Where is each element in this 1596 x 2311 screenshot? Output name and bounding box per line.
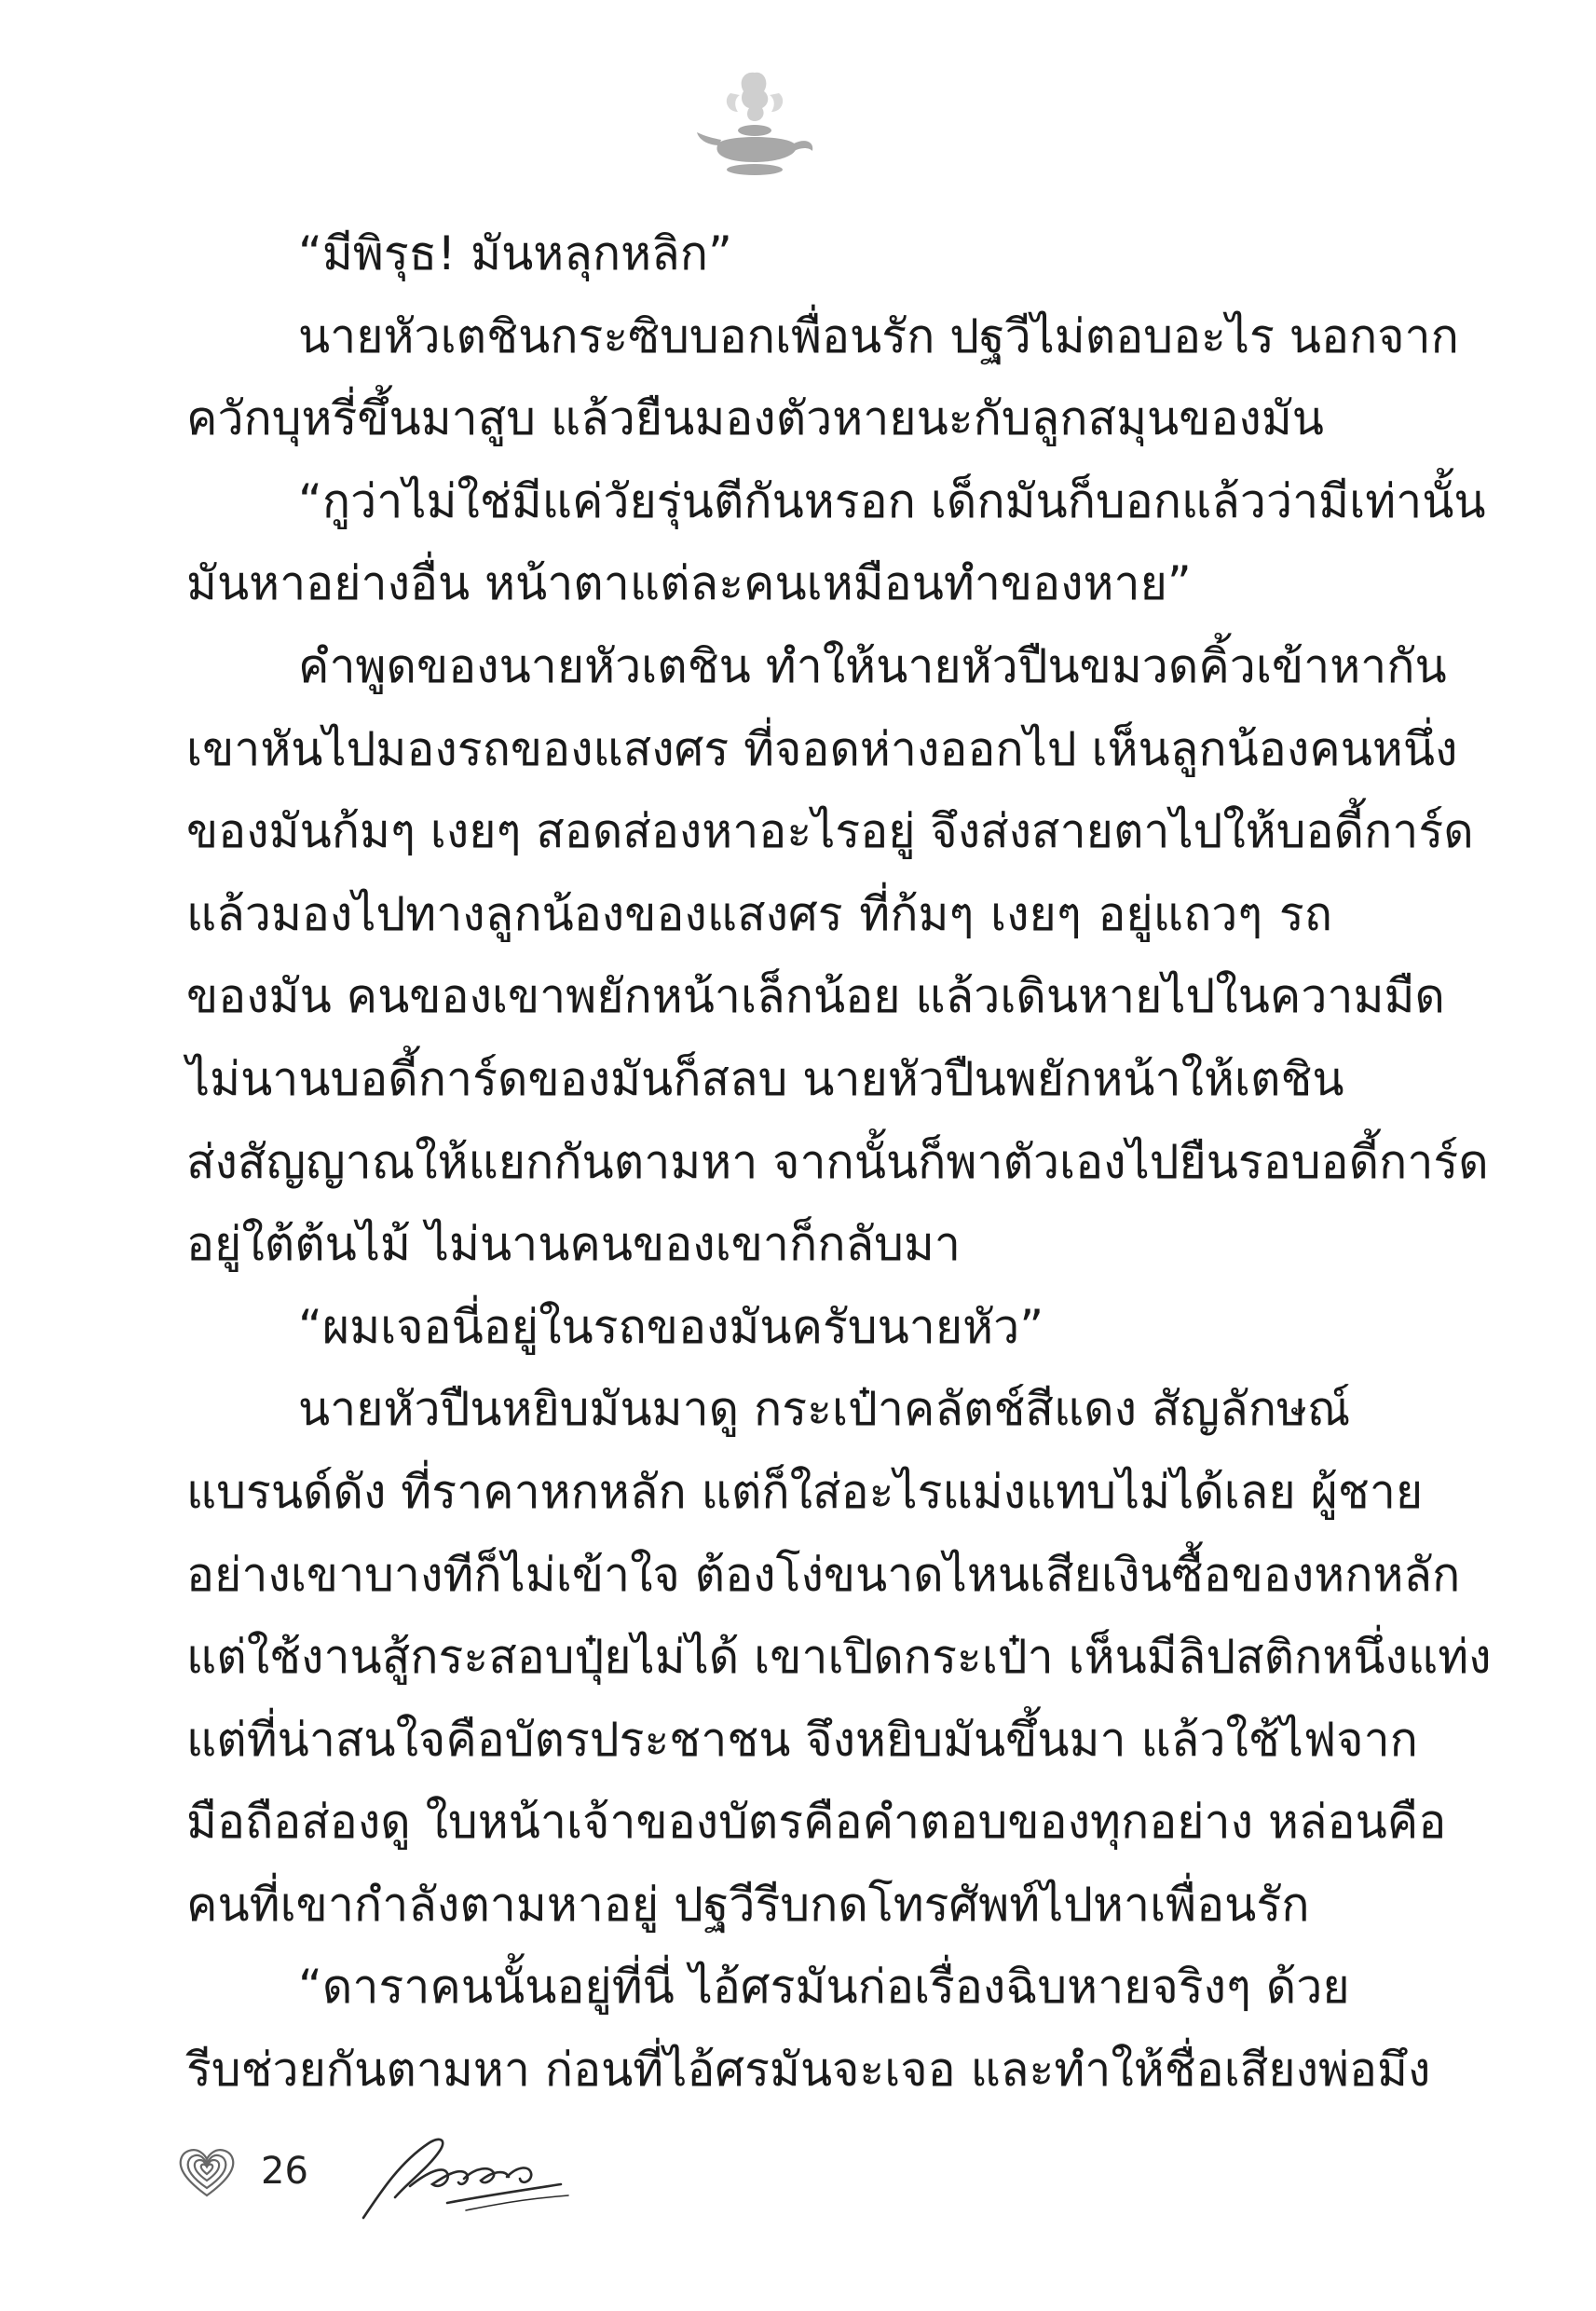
page-number: 26 xyxy=(261,2150,308,2193)
text-line: มือถือส่องดู ใบหน้าเจ้าของบัตรคือคำตอบของทุกอย่าง หล่อนคือ xyxy=(186,1795,1447,1850)
text-line: ของมันก้มๆ เงยๆ สอดส่องหาอะไรอยู่ จึงส่งสายตาไปให้บอดี้การ์ด xyxy=(186,804,1474,859)
text-line: “ผมเจอนี่อยู่ในรถของมันครับนายหัว” xyxy=(298,1299,1044,1354)
text-line: แต่ใช้งานสู้กระสอบปุ๋ยไม่ได้ เขาเปิดกระเป๋า เห็นมีลิปสติกหนึ่งแท่ง xyxy=(186,1630,1492,1685)
text-line: คนที่เขากำลังตามหาอยู่ ปฐวีรีบกดโทรศัพท์ไปหาเพื่อนรัก xyxy=(186,1877,1310,1932)
text-line: ส่งสัญญาณให้แยกกันตามหา จากนั้นก็พาตัวเองไปยืนรอบอดี้การ์ด xyxy=(186,1134,1489,1189)
genie-lamp-icon xyxy=(689,65,820,186)
text-line: “ดาราคนนั้นอยู่ที่นี่ ไอ้ศรมันก่อเรื่องฉิบหายจริงๆ ด้วย xyxy=(298,1960,1350,2015)
heart-spiral-icon xyxy=(177,2143,237,2199)
text-line: คำพูดของนายหัวเตชิน ทำให้นายหัวปืนขมวดคิ้วเข้าหากัน xyxy=(298,638,1447,693)
text-line: ไม่นานบอดี้การ์ดของมันก็สลบ นายหัวปืนพยักหน้าให้เตชิน xyxy=(186,1051,1344,1106)
signature-logo xyxy=(354,2125,578,2227)
text-line: “กูว่าไม่ใช่มีแค่วัยรุ่นตีกันหรอก เด็กมันก็บอกแล้วว่ามีเท่านั้น xyxy=(298,473,1486,528)
text-line: ของมัน คนของเขาพยักหน้าเล็กน้อย แล้วเดินหายไปในความมืด xyxy=(186,969,1445,1024)
text-line: “มีพิรุธ! มันหลุกหลิก” xyxy=(298,226,732,280)
text-line: แต่ที่น่าสนใจคือบัตรประชาชน จึงหยิบมันขึ้นมา แล้วใช้ไฟจาก xyxy=(186,1712,1418,1767)
text-line: อย่างเขาบางทีก็ไม่เข้าใจ ต้องโง่ขนาดไหนเสียเงินซื้อของหกหลัก xyxy=(186,1547,1461,1602)
text-line: มันหาอย่างอื่น หน้าตาแต่ละคนเหมือนทำของหาย” xyxy=(186,556,1192,611)
text-line: นายหัวปืนหยิบมันมาดู กระเป๋าคลัตช์สีแดง สัญลักษณ์ xyxy=(298,1382,1351,1437)
page-footer xyxy=(0,2125,1596,2255)
text-line: รีบช่วยกันตามหา ก่อนที่ไอ้ศรมันจะเจอ และทำให้ชื่อเสียงพ่อมึง xyxy=(186,2043,1431,2098)
text-line: อยู่ใต้ต้นไม้ ไม่นานคนของเขาก็กลับมา xyxy=(186,1217,961,1272)
text-line: นายหัวเตชินกระซิบบอกเพื่อนรัก ปฐวีไม่ตอบอะไร นอกจาก xyxy=(298,308,1459,363)
text-line: แล้วมองไปทางลูกน้องของแสงศร ที่ก้มๆ เงยๆ อยู่แถวๆ รถ xyxy=(186,886,1332,941)
text-line: เขาหันไปมองรถของแสงศร ที่จอดห่างออกไป เห็นลูกน้องคนหนึ่ง xyxy=(186,721,1458,776)
body-text xyxy=(186,212,1492,2112)
text-line: แบรนด์ดัง ที่ราคาหกหลัก แต่ก็ใส่อะไรแม่งแทบไม่ได้เลย ผู้ชาย xyxy=(186,1464,1424,1519)
text-line: ควักบุหรี่ขึ้นมาสูบ แล้วยืนมองตัวหายนะกับลูกสมุนของมัน xyxy=(186,391,1324,446)
